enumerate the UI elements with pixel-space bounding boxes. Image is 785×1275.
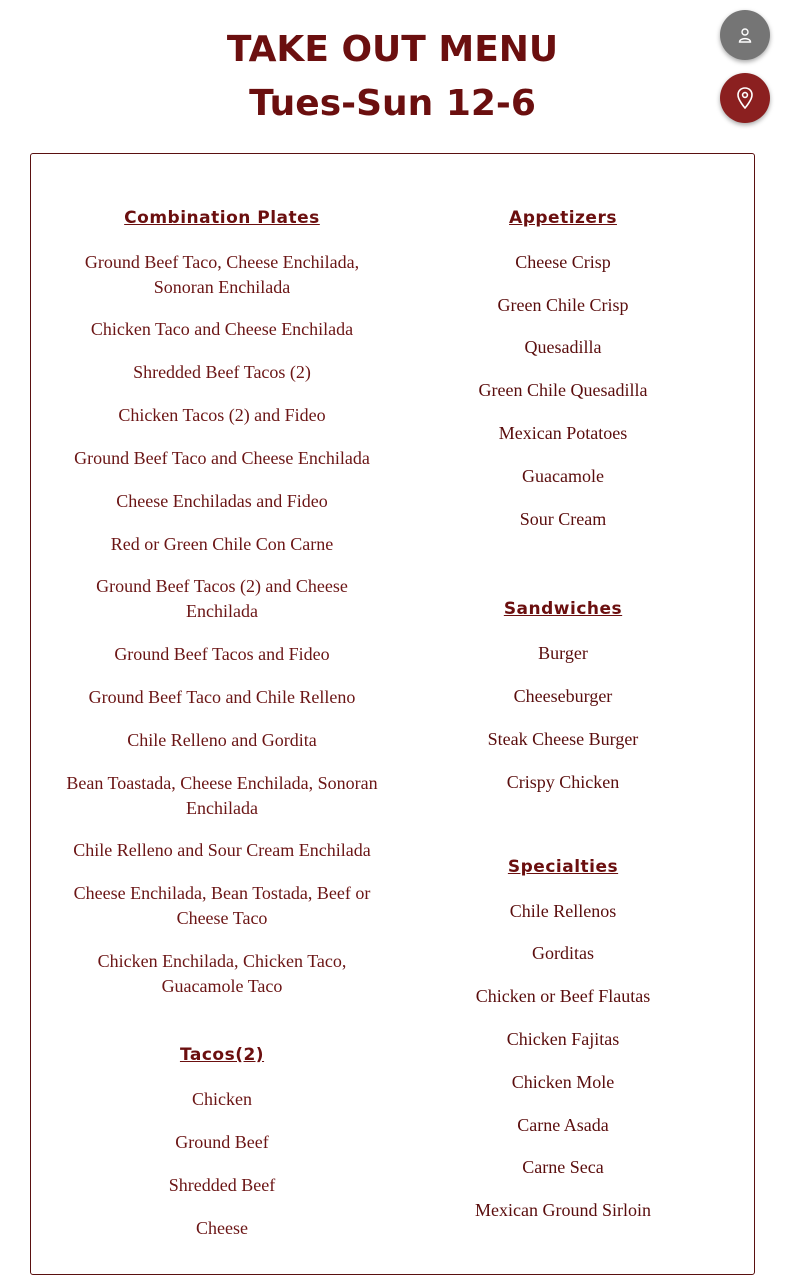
menu-item: Carne Asada (517, 1115, 609, 1135)
menu-card (30, 153, 755, 1275)
menu-item: Cheese (196, 1218, 248, 1238)
menu-item: Gorditas (532, 943, 594, 963)
menu-item: Ground Beef Taco and Cheese Enchilada (74, 448, 370, 468)
menu-item: Chicken Mole (511, 1072, 615, 1092)
menu-item: Mexican Ground Sirloin (475, 1200, 651, 1220)
menu-item: Chicken Taco and Cheese Enchilada (90, 319, 354, 339)
map-pin-icon (736, 87, 754, 109)
menu-item: Quesadilla (524, 337, 602, 357)
menu-item: Cheese Crisp (515, 252, 611, 272)
menu-item: Chile Relleno and Sour Cream Enchilada (73, 840, 371, 860)
menu-item: Chicken or Beef Flautas (475, 986, 651, 1006)
menu-item: Sour Cream (519, 509, 607, 529)
menu-item: Ground Beef Tacos (2) and Cheese Enchilada (96, 576, 348, 621)
page-title: TAKE OUT MENU (226, 29, 559, 70)
menu-item: Chicken Tacos (2) and Fideo (118, 405, 326, 425)
location-button[interactable] (720, 73, 770, 123)
user-icon (737, 27, 753, 43)
menu-item: Cheese Enchilada, Bean Tostada, Beef or Cheese Taco (73, 883, 371, 928)
account-button[interactable] (720, 10, 770, 60)
menu-item: Ground Beef Taco and Chile Relleno (88, 687, 356, 707)
sandwiches-heading: Sandwiches (503, 599, 623, 619)
menu-item: Cheeseburger (513, 686, 613, 706)
menu-item: Shredded Beef Tacos (2) (133, 362, 311, 382)
tacos-heading: Tacos(2) (179, 1045, 265, 1065)
menu-item: Mexican Potatoes (498, 423, 628, 443)
menu-item: Chicken Fajitas (506, 1029, 620, 1049)
menu-item: Red or Green Chile Con Carne (110, 534, 334, 554)
menu-item: Chicken (192, 1089, 252, 1109)
menu-item: Chicken Enchilada, Chicken Taco, Guacamole Taco (97, 951, 347, 996)
menu-item: Shredded Beef (168, 1175, 276, 1195)
menu-item: Burger (538, 643, 588, 663)
menu-item: Chile Rellenos (509, 901, 617, 921)
menu-item: Green Chile Quesadilla (478, 380, 648, 400)
menu-item: Carne Seca (522, 1157, 604, 1177)
menu-item: Steak Cheese Burger (487, 729, 639, 749)
menu-item: Guacamole (522, 466, 604, 486)
menu-item: Bean Toastada, Cheese Enchilada, Sonoran Enchilada (66, 773, 378, 818)
combination-plates-heading: Combination Plates (124, 208, 320, 228)
menu-item: Cheese Enchiladas and Fideo (116, 491, 328, 511)
menu-item: Ground Beef Taco, Cheese Enchilada, Sonoran Enchilada (84, 252, 360, 297)
appetizers-heading: Appetizers (509, 208, 617, 228)
menu-item: Green Chile Crisp (497, 295, 629, 315)
menu-item: Crispy Chicken (506, 772, 620, 792)
menu-item: Ground Beef Tacos and Fideo (114, 644, 330, 664)
hours-subtitle: Tues-Sun 12-6 (249, 83, 536, 124)
menu-item: Chile Relleno and Gordita (127, 730, 317, 750)
menu-item: Ground Beef (175, 1132, 269, 1152)
specialties-heading: Specialties (507, 857, 619, 877)
